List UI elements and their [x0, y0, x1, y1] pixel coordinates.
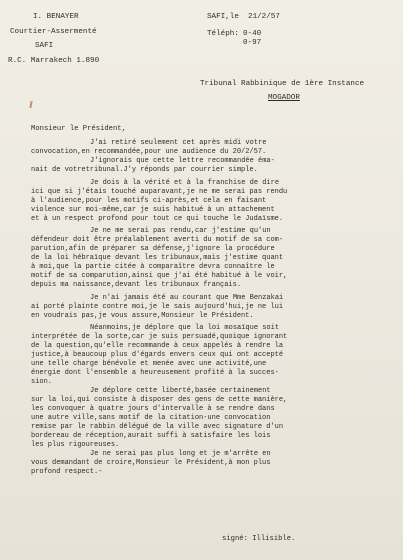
- place-date: SAFI,le 21/2/57: [207, 13, 280, 21]
- body-line: sion.: [31, 378, 53, 386]
- signature: signé: Illisible.: [222, 535, 296, 543]
- body-line: une telle charge bénévole et menée avec une activité,une: [31, 360, 267, 368]
- body-line: profond respect.-: [31, 468, 103, 476]
- body-line: à moi,que la partie citée à comparaître devra connaître le: [31, 263, 275, 271]
- body-line: une autre ville,sans motif de la citation-une convocation: [31, 414, 271, 422]
- body-line: parution,afin de préparer sa défense,j'ignore la procédure: [31, 245, 275, 253]
- body-line: les convoquer à quatre jours d'intervalle à se rendre dans: [31, 405, 275, 413]
- ink-mark: [29, 101, 32, 108]
- body-line: convocation,en recommandée,pour une audience du 20/2/57.: [31, 148, 267, 156]
- body-line: remise par le rabbin délégué de la ville avec signature d'un: [31, 423, 284, 431]
- body-line: violence sur moi-même,car je suis habitué à un attachement: [31, 205, 275, 214]
- body-line: défendeur doit être préalablement averti du motif de sa com-: [31, 236, 284, 244]
- body-line: bordereau de réception,aurait suffi à satisfaire les lois: [31, 432, 271, 440]
- body-line: ici que si j'étais touché auparavant,je ne me serai pas rendu: [31, 187, 288, 196]
- salutation: Monsieur le Président,: [31, 125, 126, 133]
- body-line: depuis ma naissance,devant les tribunaux français.: [31, 281, 242, 289]
- recipient-city: MOGADOR: [268, 94, 300, 102]
- sender-role: Courtier-Assermenté: [10, 28, 97, 36]
- body-line: de la loi hébraïque devant les tribunaux,mais j'estime quant: [31, 254, 284, 262]
- body-line: motif de sa comparution,ainsi que j'ai été habitué à le voir,: [31, 272, 288, 280]
- body-line: Je déplore cette liberté,basée certainement: [90, 387, 271, 395]
- body-line: vous demandant de croire,Monsieur le Président,à mon plus: [31, 459, 271, 467]
- body-line: Je ne me serai pas rendu,car j'estime qu'un: [90, 227, 271, 235]
- body-line: J'ai retiré seulement cet après midi votre: [90, 139, 267, 147]
- body-line: justice,à beaucoup plus d'égards envers ceux qui ont accepté: [31, 351, 284, 359]
- phone-number-1: 0-40: [243, 30, 262, 38]
- body-line: ai porté plainte contre moi,je le sais aujourd'hui,je ne lui: [31, 302, 284, 311]
- body-line: J'ignorais que cette lettre recommandée éma-: [90, 157, 275, 165]
- body-line: Je n'ai jamais été au courant que Mme Benzakai: [90, 293, 284, 302]
- phone-label: Téléph:: [207, 30, 239, 38]
- sender-city: SAFI: [35, 42, 54, 50]
- body-line: et à un respect profond pour tout ce qui touche le Judaïsme.: [31, 214, 284, 223]
- body-line: Je ne serai pas plus long et je m'arrête en: [90, 450, 271, 458]
- body-line: en voudrais pas,je vous assure,Monsieur le Président.: [31, 311, 254, 320]
- recipient-tribunal: Tribunal Rabbinique de 1ère Instance: [200, 80, 365, 88]
- body-line: nait de votretribunal.J'y réponds par courrier simple.: [31, 166, 258, 174]
- body-line: à l'audience,pour les motifs ci-après,et cela en faisant: [31, 196, 267, 205]
- sender-name: I. BENAYER: [33, 13, 79, 21]
- body-line: énergie dont l'ensemble a heureusement profité à la succes-: [31, 369, 279, 377]
- body-line: interprétée de la sorte,car je suis persuadé,quoique ignorant: [31, 333, 288, 341]
- body-line: sur la loi,qui consiste à disposer des gens de cette manière,: [31, 396, 288, 404]
- sender-rc: R.C. Marrakech 1.890: [8, 57, 100, 65]
- body-line: de la question,qu'elle recommande à ceux appelés à rendre la: [31, 342, 284, 350]
- body-line: Néanmoins,je déplore que la loi mosaïque soit: [90, 324, 280, 332]
- body-line: les plus rigoureuses.: [31, 441, 120, 449]
- body-line: Je dois à la vérité et à la franchise de dire: [90, 178, 280, 187]
- phone-number-2: 0-97: [243, 39, 262, 47]
